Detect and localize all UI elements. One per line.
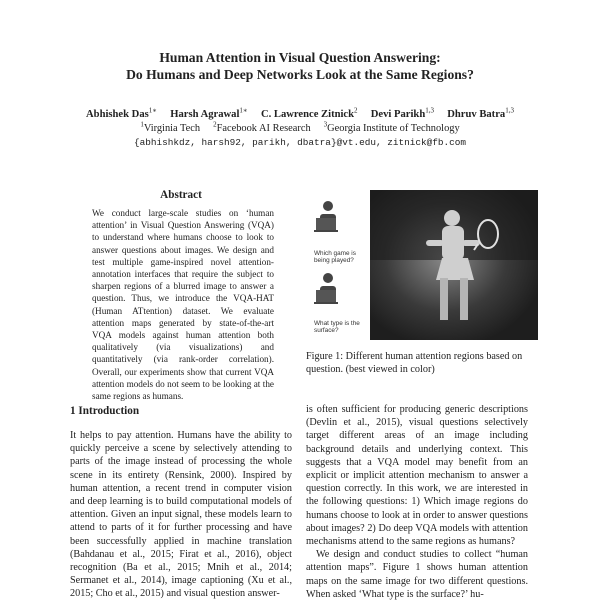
paper-title-line2: Do Humans and Deep Networks Look at the Same Regions? [126,67,474,82]
author-emails[interactable]: {abhishkdz, harsh92, parikh, dbatra}@vt.edu, zitnick@fb.com [134,137,466,148]
author-list [0,106,600,120]
intro-paragraph-3: We design and conduct studies to collect “human attention maps”. Figure 1 shows human attention maps on the same image for two different questions. When asked ‘What type is the surface?’ hu- [306,549,528,600]
intro-paragraph-1: It helps to pay attention. Humans have the ability to quickly perceive a scene by selectively attending to parts of the image instead of processing the whole scene in its entirety (Rensink, 2000). Inspired by human attention, a recent trend in computer vision and deep learning is to build computational models of attention. Given an input signal, these models learn to attend to parts of it for further processing and have been successfully applied in machine translation (Bahdanau et al., 2015; Firat et al., 2016), object recognition (Ba et al., 2015; Mnih et al., 2014; Sermanet et al., 2014), image captioning (Xu et al., 2015; Cho et al., 2015) and visual question answer- [70,430,292,600]
user-laptop-icon-1 [314,201,338,232]
author-1: Abhishek Das$^{1∗}$ [86,106,158,120]
author-2: Harsh Agrawal$^{1∗}$ [170,106,248,120]
user-laptop-icon-2 [314,273,338,304]
affiliation-3: $^3$Georgia Institute of Technology [323,121,460,135]
affiliation-2: $^2$Facebook AI Research [213,121,311,135]
author-5: Dhruv Batra$^{1,3}$ [447,106,514,120]
affiliations [0,121,600,134]
question-1: Which game is being played? [314,250,356,265]
intro-left-column [70,429,292,600]
abstract-heading: Abstract [160,189,202,201]
figure-1 [306,190,538,340]
author-4: Devi Parikh$^{1,3}$ [370,106,434,120]
tennis-photo [370,190,538,340]
figure-caption: Figure 1: Different human attention regions based on question. (best viewed in color) [306,351,523,376]
intro-right-column [306,403,528,600]
affiliation-1: $^1$Virginia Tech [140,121,201,135]
intro-paragraph-2: is often sufficient for producing generic descriptions (Devlin et al., 2015), visual questions selectively target different areas of an image including background details and underlying context. This suggests that a VQA model may benefit from an explicit or implicit attention mechanism to answer a question correctly. In this work, we are interested in the following questions: 1) Which image regions do humans choose to look at in order to answer questions about images? 2) Do deep VQA models with attention mechanisms attend to the same regions as humans? [306,404,528,548]
author-3: C. Lawrence Zitnick$^2$ [260,106,358,120]
paper-title-line1: Human Attention in Visual Question Answering: [159,50,441,65]
section-heading-introduction: 1 Introduction [70,405,140,417]
question-2: What type is the surface? [314,320,360,335]
abstract-text: We conduct large-scale studies on ‘human attention’ in Visual Question Answering (VQA) to understand where humans choose to look to answer questions about images. We design and test multiple game-inspired novel attention-annotation interfaces that require the subject to sharpen regions of a blurred image to answer a question. Thus, we introduce the VQA-HAT (Human ATtention) dataset. We evaluate attention maps generated by state-of-the-art VQA models against human attention both qualitatively (via visualizations) and quantitatively (via rank-order correlation). Overall, our experiments show that current VQA attention models do not seem to be looking at the same regions as humans. [92,208,274,402]
question-panel [306,190,370,340]
